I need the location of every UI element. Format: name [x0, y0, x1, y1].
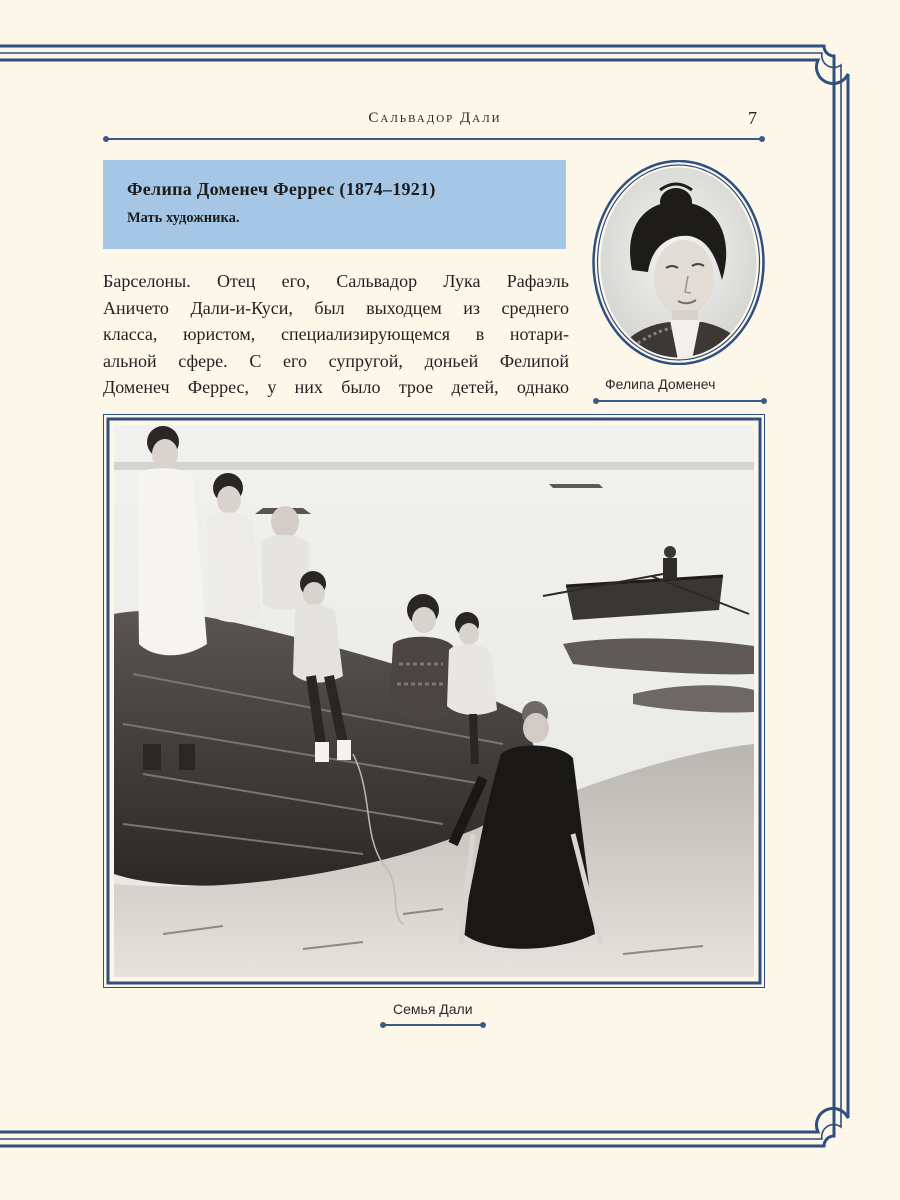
bio-role: Мать художника.	[127, 210, 240, 226]
portrait-photo	[592, 160, 765, 365]
header-rule	[106, 138, 762, 140]
body-line: класса, юристом, специализирующемся в нотари-	[103, 324, 569, 344]
body-line: Доменеч Феррес, у них было трое детей, однако	[103, 377, 569, 397]
page-number: 7	[748, 108, 757, 128]
portrait-caption: Фелипа Доменеч	[605, 376, 716, 392]
bio-name: Фелипа Доменеч Феррес (1874–1921)	[127, 179, 436, 199]
photo-caption-rule	[383, 1024, 483, 1026]
body-line: альной сфере. С его супругой, доньей Фелипой	[103, 350, 569, 371]
body-paragraph	[103, 268, 569, 401]
family-photo	[103, 414, 765, 988]
running-title: Сальвадор Дали	[368, 110, 502, 126]
photo-caption: Семья Дали	[393, 1001, 473, 1017]
bio-box	[103, 160, 566, 249]
portrait-caption-rule	[596, 400, 764, 402]
body-line: Аничето Дали-и-Куси, был выходцем из среднего	[103, 297, 569, 318]
body-line: Барселоны. Отец его, Сальвадор Лука Рафаэль	[103, 271, 569, 291]
